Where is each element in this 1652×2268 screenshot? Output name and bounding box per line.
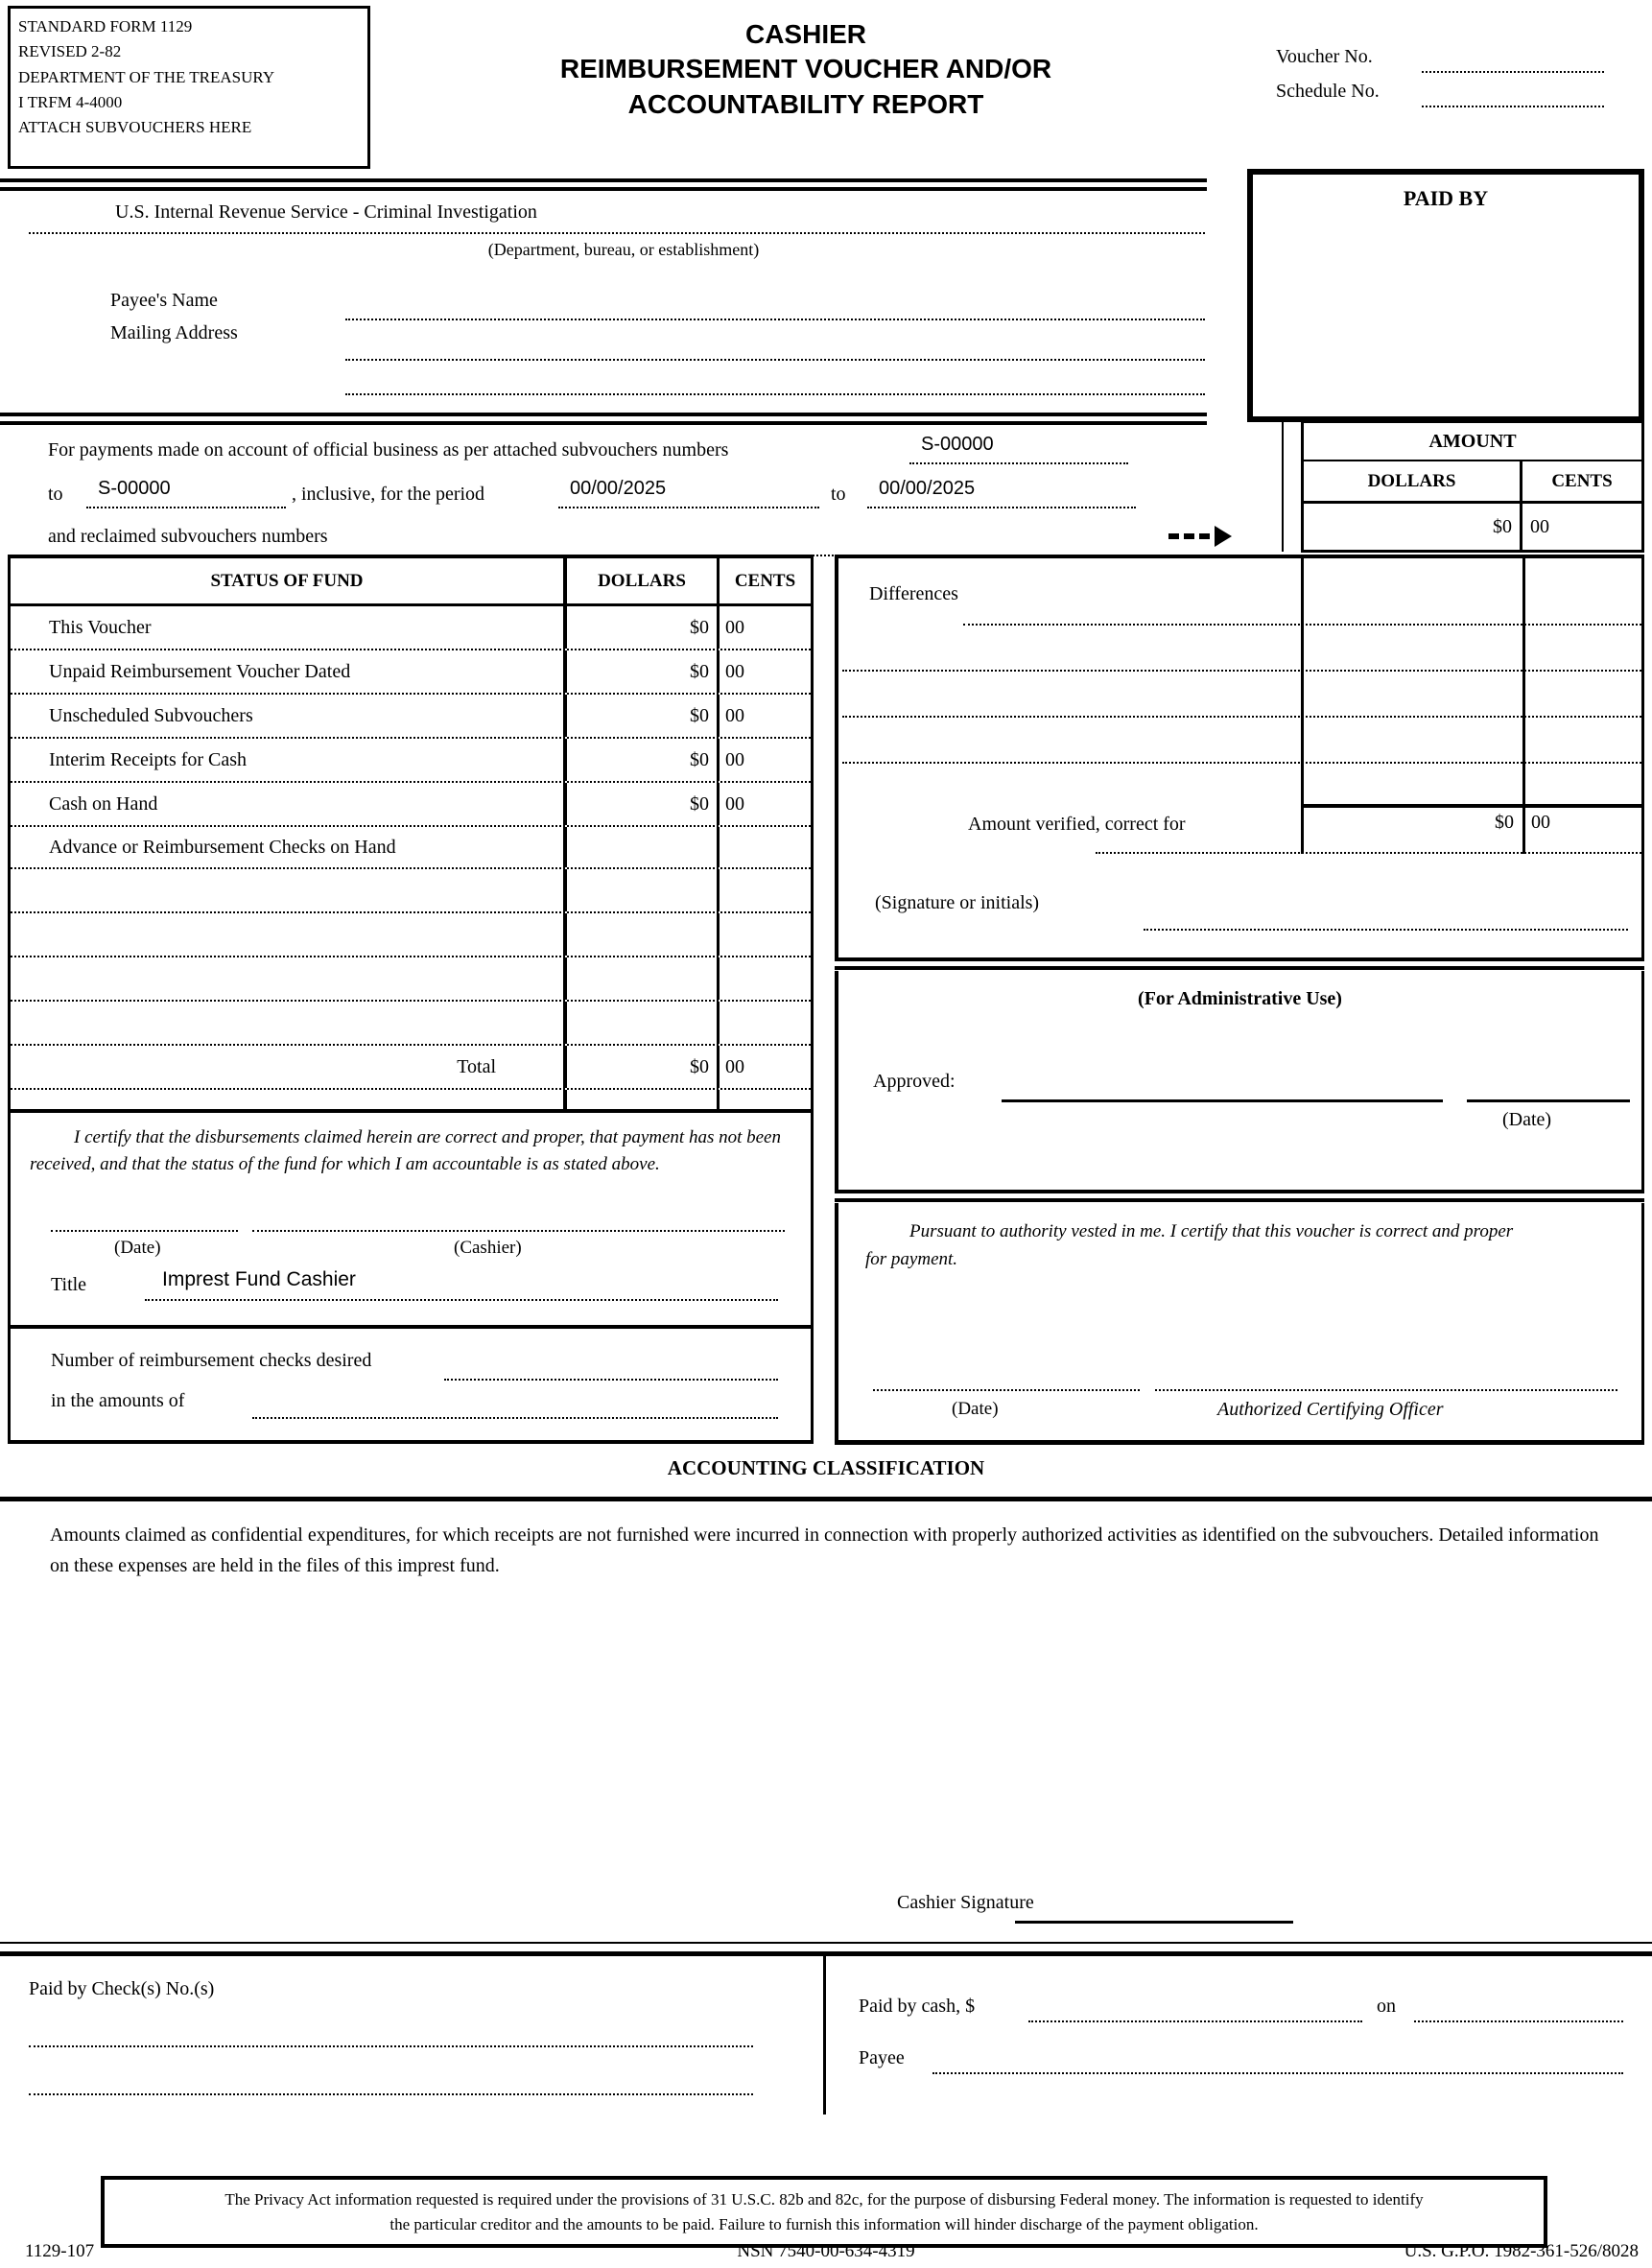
paid-by-box[interactable] (1247, 169, 1644, 422)
status-row-dollars[interactable]: $0 (563, 739, 717, 781)
paid-on-date-field[interactable] (1414, 2020, 1623, 2022)
approved-date-label: (Date) (1502, 1109, 1552, 1130)
status-row-blank (11, 913, 811, 957)
payments-period-to-label: to (831, 484, 846, 505)
status-row-blank (11, 869, 811, 913)
status-row-cents[interactable]: 00 (717, 783, 811, 825)
differences-field-4[interactable] (842, 762, 1641, 764)
status-total-label: Total (457, 1055, 496, 1077)
title-label: Title (51, 1274, 87, 1295)
footer-form-number: 1129-107 (25, 2241, 95, 2261)
mailing-address-label: Mailing Address (110, 322, 238, 343)
corner-box-line: DEPARTMENT OF THE TREASURY (18, 67, 275, 86)
status-header-dollars: DOLLARS (563, 558, 717, 603)
divider-top (0, 178, 1207, 191)
paid-by-checks-label: Paid by Check(s) No.(s) (29, 1978, 215, 1999)
payee-field[interactable] (932, 2072, 1623, 2074)
status-blank-label[interactable] (11, 957, 563, 1000)
verified-cents-value[interactable]: 00 (1531, 812, 1550, 833)
approved-label: Approved: (873, 1071, 956, 1092)
verified-box-topline (1301, 804, 1641, 808)
status-blank-label[interactable] (11, 1002, 563, 1044)
paid-by-cash-label: Paid by cash, $ (859, 1996, 976, 2017)
form-title (413, 17, 1199, 122)
status-row (11, 783, 811, 827)
status-total-row (11, 1046, 811, 1090)
checks-desired-label: Number of reimbursement checks desired (51, 1350, 372, 1371)
privacy-act-line: the particular creditor and the amounts to be paid. Failure to furnish this information will hinder discharge of the payment obligation. (389, 2214, 1259, 2233)
paid-by-checks-field-1[interactable] (29, 2045, 753, 2047)
differences-label: Differences (869, 583, 958, 604)
corner-box-line: I TRFM 4-4000 (18, 93, 123, 112)
corner-box-line: ATTACH SUBVOUCHERS HERE (18, 118, 252, 137)
differences-field-2[interactable] (842, 670, 1641, 672)
form-title-line: ACCOUNTABILITY REPORT (627, 88, 984, 119)
payments-line3-text: and reclaimed subvouchers numbers (48, 526, 328, 547)
schedule-no-field[interactable] (1422, 106, 1604, 107)
paid-on-label: on (1377, 1996, 1396, 2017)
footer-nsn: NSN 7540-00-634-4319 (737, 2241, 915, 2261)
divider-bottom (0, 1942, 1652, 1956)
status-gap-row (11, 1090, 811, 1109)
amount-header: AMOUNT (1428, 430, 1517, 452)
cashier-date-label: (Date) (114, 1238, 161, 1258)
status-row-label: Unpaid Reimbursement Voucher Dated (49, 660, 351, 682)
checks-amounts-field[interactable] (252, 1417, 778, 1419)
status-row-label: Interim Receipts for Cash (49, 748, 248, 770)
payee-name-field[interactable] (345, 319, 1205, 320)
department-field[interactable] (29, 232, 1205, 234)
approved-date-field[interactable] (1467, 1099, 1630, 1102)
status-blank-dollars[interactable] (563, 869, 717, 911)
status-total-cents[interactable]: 00 (717, 1046, 811, 1088)
status-row-blank (11, 957, 811, 1002)
status-row-dollars[interactable]: $0 (563, 695, 717, 737)
checks-desired-box (8, 1329, 814, 1444)
dashed-arrow-icon (1168, 526, 1232, 547)
amount-verified-field[interactable] (1096, 852, 1641, 854)
bottom-section-divider (823, 1956, 826, 2114)
amount-table (1301, 420, 1644, 553)
status-row (11, 739, 811, 783)
mailing-address-field-1[interactable] (345, 359, 1205, 361)
status-row-label: Cash on Hand (49, 792, 158, 815)
status-blank-dollars[interactable] (563, 1002, 717, 1044)
status-header-cents: CENTS (717, 558, 811, 603)
status-row-cents[interactable]: 00 (717, 739, 811, 781)
status-gap-label (11, 1090, 563, 1109)
divider-payments (0, 413, 1207, 425)
department-caption: (Department, bureau, or establishment) (487, 240, 760, 259)
verified-dollars-value[interactable]: $0 (1495, 812, 1514, 833)
amount-cents-value[interactable]: 00 (1530, 515, 1549, 537)
certifying-officer-box (835, 1203, 1644, 1445)
status-gap-cents (717, 1090, 811, 1109)
status-row (11, 606, 811, 650)
checks-desired-field[interactable] (444, 1379, 778, 1381)
status-row (11, 695, 811, 739)
divider-pursuant-top (835, 1190, 1644, 1202)
cashier-label: (Cashier) (454, 1238, 522, 1258)
status-row-dollars[interactable]: $0 (563, 783, 717, 825)
form-title-line: REIMBURSEMENT VOUCHER AND/OR (559, 54, 1052, 84)
payee-label: Payee (859, 2047, 905, 2068)
paid-by-cash-field[interactable] (1028, 2020, 1362, 2022)
differences-field-3[interactable] (842, 716, 1641, 718)
accounting-classification-header: ACCOUNTING CLASSIFICATION (667, 1456, 985, 1479)
admin-use-box (835, 971, 1644, 1190)
paid-by-checks-field-2[interactable] (29, 2093, 753, 2095)
status-row-cents[interactable]: 00 (717, 650, 811, 693)
officer-signature-field[interactable] (1155, 1389, 1617, 1391)
payees-name-label: Payee's Name (110, 290, 218, 311)
period-from-field[interactable]: 00/00/2025 (558, 478, 819, 508)
subvoucher-to-field[interactable]: S-00000 (86, 478, 286, 508)
differences-field-1[interactable] (963, 624, 1641, 626)
amount-dollars-header: DOLLARS (1304, 461, 1522, 501)
status-row (11, 650, 811, 695)
corner-box-line: STANDARD FORM 1129 (18, 17, 193, 35)
officer-date-label: (Date) (952, 1399, 999, 1419)
status-blank-dollars[interactable] (563, 957, 717, 1000)
title-field[interactable] (145, 1299, 778, 1301)
privacy-act-box (101, 2176, 1547, 2248)
cashier-signature-field-inline[interactable] (252, 1230, 785, 1232)
status-of-fund-table (8, 555, 814, 1113)
status-row-cents[interactable]: 00 (717, 606, 811, 649)
differences-dollars-column-line (1301, 558, 1304, 854)
status-total-dollars[interactable]: $0 (563, 1046, 717, 1088)
cashier-signature-label: Cashier Signature (897, 1892, 1034, 1913)
admin-use-header: (For Administrative Use) (1138, 988, 1342, 1009)
status-blank-cents[interactable] (717, 957, 811, 1000)
status-row-dollars[interactable]: $0 (563, 606, 717, 649)
status-row-label: Advance or Reimbursement Checks on Hand (49, 836, 396, 858)
subvoucher-from-field[interactable]: S-00000 (909, 434, 1128, 464)
status-gap-dollars (563, 1090, 717, 1109)
checks-amounts-label: in the amounts of (51, 1390, 185, 1411)
voucher-no-field[interactable] (1422, 71, 1604, 73)
cashier-date-field[interactable] (51, 1230, 238, 1232)
status-header-fund: STATUS OF FUND (210, 570, 364, 591)
status-row (11, 827, 811, 869)
cashier-signature-field[interactable] (1015, 1921, 1293, 1924)
amount-verified-label: Amount verified, correct for (968, 814, 1186, 835)
title-field-value[interactable]: Imprest Fund Cashier (162, 1268, 356, 1290)
status-row-cents[interactable]: 00 (717, 695, 811, 737)
corner-box-line: REVISED 2-82 (18, 42, 122, 61)
corner-box (8, 6, 370, 169)
status-blank-cents[interactable] (717, 913, 811, 956)
payments-line2-text: , inclusive, for the period (292, 484, 485, 505)
differences-cents-column-line (1522, 558, 1525, 854)
schedule-no-label: Schedule No. (1276, 81, 1380, 102)
status-row-label: Unscheduled Subvouchers (49, 704, 253, 726)
officer-date-field[interactable] (873, 1389, 1140, 1391)
status-blank-label[interactable] (11, 869, 563, 911)
amount-dollars-value[interactable]: $0 (1304, 504, 1522, 550)
status-blank-cents[interactable] (717, 1002, 811, 1044)
approved-signature-field[interactable] (1002, 1099, 1443, 1102)
cashier-certification-box (8, 1113, 814, 1329)
accounting-divider (0, 1497, 1652, 1501)
mailing-address-field-2[interactable] (345, 393, 1205, 395)
voucher-no-label: Voucher No. (1276, 46, 1373, 67)
paid-by-label: PAID BY (1403, 186, 1489, 210)
differences-box (835, 555, 1644, 957)
divider-admin-top (835, 957, 1644, 970)
accounting-paragraph: Amounts claimed as confidential expenditures, for which receipts are not furnished were incurred in connection with properly authorized activities as identified on the subvouchers. Detailed information on these expenses are held in the files of this imprest fund. (50, 1524, 1599, 1576)
status-row-blank (11, 1002, 811, 1046)
cashier-certification-text: I certify that the disbursements claimed herein are correct and proper, that payment has not been received, and that the status of the fund for which I am accountable is as stated above. (30, 1127, 781, 1174)
period-to-field[interactable]: 00/00/2025 (867, 478, 1136, 508)
signature-or-initials-field[interactable] (1144, 929, 1628, 931)
status-blank-label[interactable] (11, 913, 563, 956)
status-row-dollars[interactable]: $0 (563, 650, 717, 693)
payments-to-label: to (48, 484, 63, 505)
amount-left-tick (1282, 420, 1284, 552)
status-blank-dollars[interactable] (563, 913, 717, 956)
status-row-label: This Voucher (49, 616, 152, 638)
privacy-act-line: The Privacy Act information requested is required under the provisions of 31 U.S.C. 82b and 82c, for the purpose of disbursing Federal money. The information is requested to identify (224, 2190, 1424, 2209)
status-row-cents[interactable] (717, 827, 811, 867)
status-row-dollars[interactable] (563, 827, 717, 867)
signature-or-initials-label: (Signature or initials) (875, 892, 1040, 913)
amount-cents-header: CENTS (1551, 470, 1613, 491)
status-blank-cents[interactable] (717, 869, 811, 911)
department-field-value[interactable]: U.S. Internal Revenue Service - Criminal Investigation (115, 201, 537, 223)
payments-line1-text: For payments made on account of official business as per attached subvouchers numbers (48, 439, 729, 461)
authorized-certifying-officer-label: Authorized Certifying Officer (1217, 1399, 1444, 1420)
certifying-officer-text: Pursuant to authority vested in me. I certify that this voucher is correct and proper for payment. (865, 1221, 1514, 1269)
form-title-line: CASHIER (744, 19, 866, 49)
footer-gpo: U.S. G.P.O. 1982-361-526/8028 (1404, 2241, 1639, 2261)
